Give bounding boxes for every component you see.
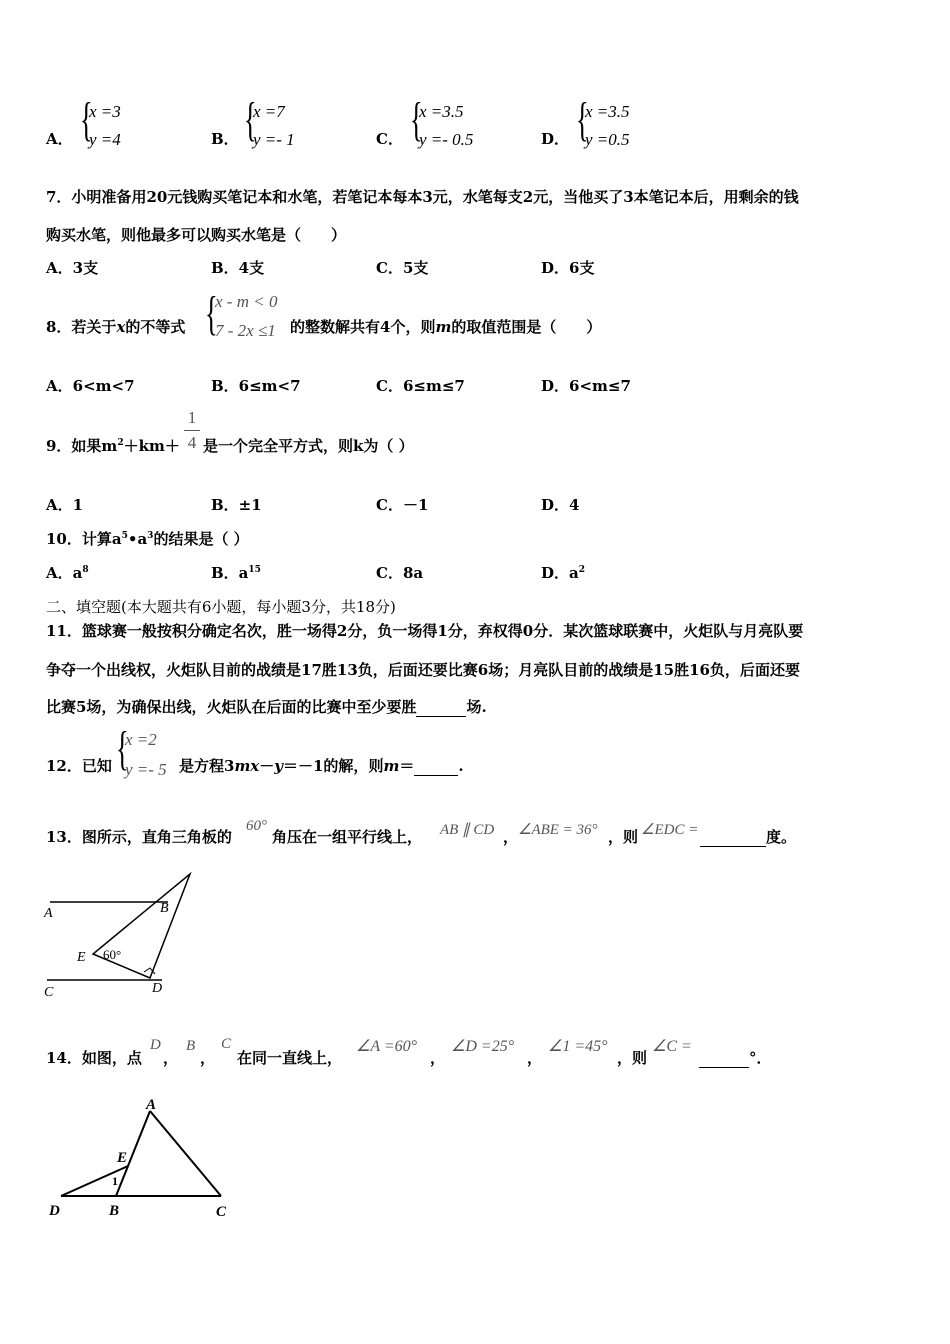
q14-label-b: B <box>109 1203 120 1219</box>
q13-label-a: A <box>44 906 53 921</box>
q6-option-d-label: D． <box>541 130 570 148</box>
q8-option-a: A．6<m<7 <box>46 377 135 395</box>
q14-tail <box>699 1047 772 1068</box>
q10-sup2: 3 <box>147 531 154 541</box>
q12-end: . <box>458 757 464 775</box>
q9-mid: ＋km＋ <box>123 437 180 455</box>
q13-label-d: D <box>152 981 163 996</box>
q8-option-d: D．6<m≤7 <box>541 377 631 395</box>
q9-option-d: D．4 <box>541 496 580 514</box>
q14-label-d: D <box>49 1203 60 1219</box>
q9-frac-bar <box>184 430 200 431</box>
q9-fraction <box>184 408 200 453</box>
q12-m: m <box>383 757 400 775</box>
q13-label-e: E <box>77 950 86 965</box>
q14-then: ，则 <box>617 1049 648 1067</box>
q13-mid: 角压在一组平行线上， <box>272 828 423 846</box>
q7-line2: 购买水笔，则他最多可以购买水笔是（ ） <box>46 226 347 244</box>
q14-point-b: B <box>186 1038 196 1054</box>
q12-stem <box>179 755 464 776</box>
q14-point-c: C <box>221 1036 232 1052</box>
q12-eqpart: ＝－1的解，则 <box>283 757 384 775</box>
q12-eq1: x =2 <box>125 730 157 749</box>
q13-angle: ∠ABE = 36° <box>518 822 598 838</box>
q14-suffix: °． <box>749 1049 772 1067</box>
q13-label-c: C <box>44 985 54 1000</box>
q10-prefix: 10．计算a <box>46 530 122 548</box>
q6-option-a-label: A． <box>46 130 73 148</box>
q13-deg: 60° <box>246 818 267 834</box>
q8-prefix: 8．若关于 <box>46 318 117 336</box>
q8-brace: { <box>205 287 218 340</box>
q8-var-m: m <box>435 318 452 336</box>
q14-answer-blank[interactable] <box>699 1049 749 1068</box>
q6-option-d-brace: { <box>576 93 589 146</box>
q14-label-1: 1 <box>112 1174 118 1188</box>
q6-option-c-y: y =- 0.5 <box>419 130 474 149</box>
q13-suffix: 度。 <box>766 828 797 846</box>
q10-option-b: B．$a^{15}$ <box>211 564 261 582</box>
q7-line1: 7．小明准备用20元钱购买笔记本和水笔，若笔记本每本3元，水笔每支2元，当他买了3本笔记本后，用剩余的钱 <box>46 188 799 206</box>
q14-mid: 在同一直线上， <box>237 1049 343 1067</box>
q8-suffix2: 的取值范围是（ ） <box>451 318 602 336</box>
q11-line2: 争夺一个出线权，火炬队目前的战绩是17胜13负，后面还要比赛6场；月亮队目前的战绩是15胜16负，后面还要 <box>46 661 800 679</box>
q8-option-b: B．6≤m<7 <box>211 377 301 395</box>
q14-sep2: ， <box>200 1049 216 1067</box>
q9-sup: 2 <box>117 438 124 448</box>
q12-eq2: y =- 5 <box>125 760 167 779</box>
q13-figure <box>40 868 210 1000</box>
q12-answer-blank[interactable] <box>414 757 458 776</box>
q10-sup1: 5 <box>121 531 128 541</box>
q8-option-c: C．6≤m≤7 <box>376 377 465 395</box>
q11-line3 <box>46 696 487 717</box>
q8-stem <box>46 316 185 337</box>
q14-sep3: ， <box>430 1049 446 1067</box>
q13-label-b: B <box>160 901 169 916</box>
q6-option-b-brace: { <box>244 93 257 146</box>
q9-suffix: 是一个完全平方式，则k为（ ） <box>203 437 414 455</box>
q10-option-d: D．$a^2$ <box>541 564 585 582</box>
q12-minus: － <box>259 757 275 775</box>
q14-label-a: A <box>146 1097 157 1113</box>
q10-option-c: C．8a <box>376 564 424 582</box>
q9-frac-den: 4 <box>187 433 197 452</box>
q11-line3a: 比赛5场，为确保出线，火炬队在后面的比赛中至少要胜 <box>46 698 417 716</box>
q6-option-a-y: y =4 <box>89 130 121 149</box>
q10-option-a: A．$a^8$ <box>46 564 89 582</box>
q14-figure <box>44 1094 244 1224</box>
q13-tail <box>700 826 796 847</box>
q10-suffix: 的结果是（ ） <box>153 530 249 548</box>
q13-parallel: AB ∥ CD <box>440 822 495 838</box>
q6-option-a-brace: { <box>80 93 93 146</box>
q8-ineq2: 7 - 2x ≤1 <box>215 321 276 340</box>
q6-option-c-x: x =3.5 <box>419 102 464 121</box>
q14-angle-1: ∠1 =45° <box>548 1038 608 1055</box>
q9-option-a: A．1 <box>46 496 84 514</box>
q6-option-b-y: y =- 1 <box>253 130 295 149</box>
q12-y: y <box>274 757 283 775</box>
q9-option-b: B．±1 <box>211 496 262 514</box>
q10-stem <box>46 528 249 549</box>
q6-option-b-label: B． <box>211 130 239 148</box>
q13-prefix: 13．图所示，直角三角板的 <box>46 828 232 846</box>
q14-point-d: D <box>150 1037 161 1053</box>
q6-option-d-x: x =3.5 <box>585 102 630 121</box>
q7-option-b: B．4支 <box>211 259 265 277</box>
q13-target: ∠EDC = <box>641 822 699 838</box>
q14-angle-d: ∠D =25° <box>451 1038 515 1055</box>
q8-ineq1: x - m < 0 <box>215 292 278 311</box>
q14-label-c: C <box>216 1204 227 1220</box>
q12-prefix: 12．已知 <box>46 757 112 775</box>
q13-triangle <box>93 874 190 978</box>
q14-sep1: ， <box>163 1049 179 1067</box>
q14-line-ac <box>150 1111 221 1196</box>
q11-line3b: 场. <box>466 698 487 716</box>
q14-prefix: 14．如图，点 <box>46 1049 142 1067</box>
q7-option-c: C．5支 <box>376 259 429 277</box>
q8-stem-suffix <box>290 316 601 337</box>
q14-label-e: E <box>117 1150 128 1166</box>
q6-option-b-x: x =7 <box>253 102 285 121</box>
q14-sep4: ， <box>527 1049 543 1067</box>
q13-label-angle: 60° <box>103 947 122 962</box>
q13-then: ，则 <box>608 828 639 846</box>
q6-option-a-x: x =3 <box>89 102 121 121</box>
q12-eqs: ＝ <box>399 757 415 775</box>
q13-answer-blank[interactable] <box>700 828 766 847</box>
q11-line1: 11．篮球赛一般按积分确定名次，胜一场得2分，负一场得1分，弃权得0分．某次篮球联赛中，火炬队与月亮队要 <box>46 622 804 640</box>
q12-brace: { <box>116 722 129 775</box>
q8-suffix1: 的整数解共有4个，则 <box>290 318 436 336</box>
q6-option-c-label: C． <box>376 130 403 148</box>
section-2-heading: 二、填空题(本大题共有6小题，每小题3分，共18分) <box>46 598 396 616</box>
q6-option-d-y: y =0.5 <box>585 130 630 149</box>
q6-option-c-brace: { <box>410 93 423 146</box>
q8-var-x: x <box>116 318 126 336</box>
q14-target: ∠C = <box>652 1038 692 1055</box>
q8-mid: 的不等式 <box>125 318 186 336</box>
q12-mid: 是方程3 <box>179 757 235 775</box>
q7-option-d: D．6支 <box>541 259 595 277</box>
q12-mx: mx <box>234 757 260 775</box>
q14-angle-a: ∠A =60° <box>356 1038 418 1055</box>
q9-option-c: C．－1 <box>376 496 429 514</box>
q9-frac-num: 1 <box>187 408 197 427</box>
q13-comma: ， <box>503 828 519 846</box>
q11-answer-blank[interactable] <box>416 698 466 717</box>
q9-stem <box>46 435 180 456</box>
q7-option-a: A．3支 <box>46 259 99 277</box>
q10-mid: •a <box>127 530 148 548</box>
q9-prefix: 9．如果m <box>46 437 118 455</box>
